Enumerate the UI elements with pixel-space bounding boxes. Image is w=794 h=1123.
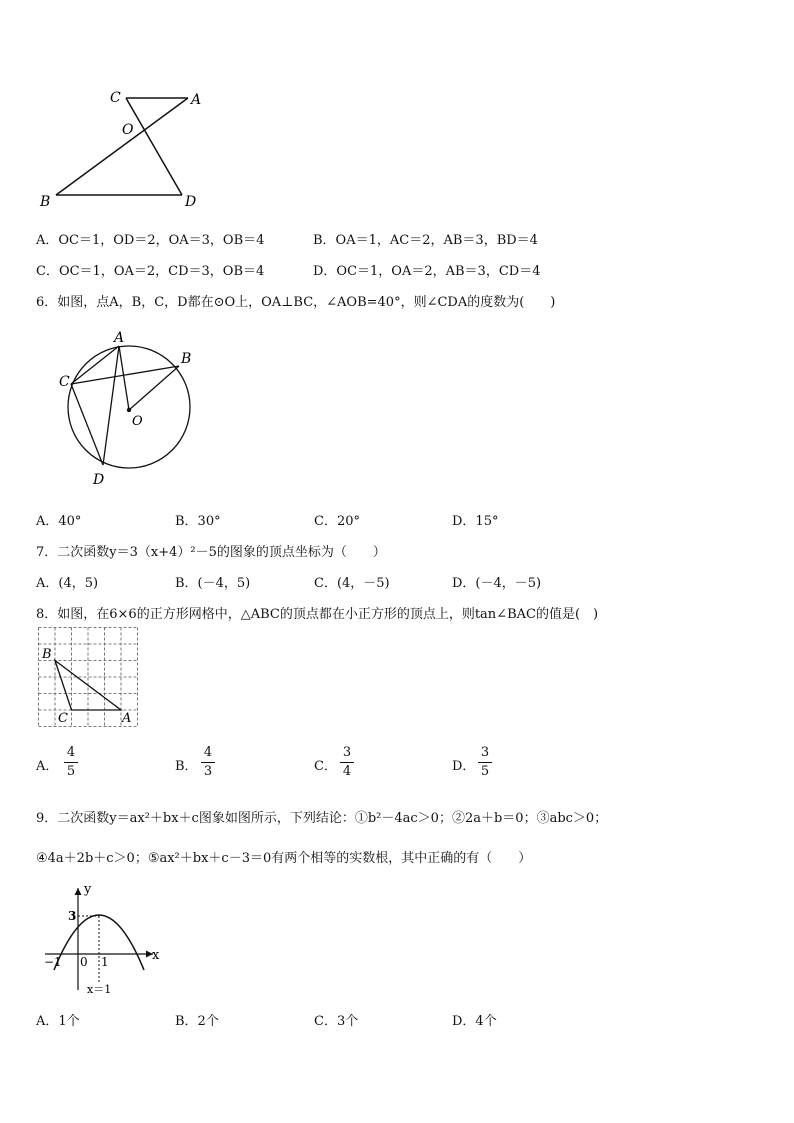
q6-option-d[interactable]: D．15° — [452, 514, 499, 529]
q7-option-c[interactable]: C．(4，－5) — [314, 576, 390, 591]
q9-option-c[interactable]: C．3个 — [314, 1014, 359, 1029]
label-d: D — [93, 472, 105, 488]
x-label: x — [152, 948, 160, 963]
q6-option-b[interactable]: B．30° — [175, 514, 221, 529]
fraction: 3 5 — [478, 745, 492, 780]
fraction: 4 5 — [64, 745, 78, 780]
label-c: C — [59, 374, 70, 390]
option-letter: D． — [452, 759, 476, 774]
q7-option-d[interactable]: D．(－4，－5) — [452, 576, 542, 591]
segment-ab — [56, 98, 188, 195]
q5-option-d[interactable]: D．OC＝1，OA＝2，AB＝3，CD＝4 — [313, 264, 541, 279]
label-o: O — [122, 122, 134, 138]
chord-ad — [103, 346, 119, 465]
q6-figure — [55, 328, 205, 488]
y-label: y — [84, 882, 92, 897]
q5-option-b[interactable]: B．OA＝1，AC＝2，AB＝3，BD＝4 — [313, 233, 538, 248]
tick-label-neg1: −1 — [44, 955, 62, 969]
label-a: A — [114, 330, 125, 346]
label-a: A — [122, 711, 132, 726]
q9-stem-line2: ④4a＋2b＋c＞0；⑤ax²＋bx＋c－3＝0有两个相等的实数根，其中正确的有（ ） — [36, 851, 532, 866]
fraction: 3 4 — [340, 745, 354, 780]
q5-option-c[interactable]: C．OC＝1，OA＝2，CD＝3，OB＝4 — [36, 264, 265, 279]
label-c: C — [58, 711, 68, 726]
q9-parabola-graph — [40, 880, 170, 996]
option-letter: A． — [36, 759, 59, 774]
q7-stem: 7．二次函数y＝3（x+4）²－5的图象的顶点坐标为（ ） — [36, 545, 386, 560]
center-point — [127, 408, 131, 412]
q9-option-a[interactable]: A．1个 — [36, 1014, 80, 1029]
label-d: D — [185, 194, 197, 210]
q8-stem: 8．如图，在6×6的正方形网格中，△ABC的顶点都在小正方形的顶点上，则tan∠BAC的值是( ) — [36, 607, 599, 622]
q7-option-a[interactable]: A．(4，5) — [36, 576, 99, 591]
fraction: 4 3 — [201, 745, 215, 780]
tick-label-3: 3 — [68, 909, 77, 923]
axis-label: x＝1 — [87, 983, 112, 996]
q9-option-d[interactable]: D．4个 — [452, 1014, 497, 1029]
q6-option-a[interactable]: A．40° — [36, 514, 82, 529]
tick-label-1: 1 — [101, 955, 109, 969]
option-letter: C． — [314, 759, 337, 774]
segment-dc — [126, 98, 182, 195]
q6-stem: 6．如图，点A，B，C，D都在⊙O上，OA⊥BC，∠AOB=40°，则∠CDA的度数为( ) — [36, 295, 556, 310]
label-b: B — [181, 351, 192, 367]
label-c: C — [110, 90, 121, 106]
chord-cd — [71, 384, 103, 465]
option-letter: B． — [175, 759, 198, 774]
q5-figure — [30, 80, 220, 215]
label-b: B — [40, 194, 51, 210]
q9-stem-line1: 9．二次函数y＝ax²＋bx＋c图象如图所示，下列结论：①b²－4ac＞0；②2a＋b＝0；③abc＞0； — [36, 811, 608, 826]
label-a: A — [191, 92, 202, 108]
q5-option-a[interactable]: A．OC＝1，OD＝2，OA＝3，OB＝4 — [36, 233, 265, 248]
q6-option-c[interactable]: C．20° — [314, 514, 360, 529]
q9-option-b[interactable]: B．2个 — [175, 1014, 219, 1029]
chord-ca — [71, 346, 119, 384]
label-b: B — [42, 647, 52, 662]
radius-oa — [119, 346, 129, 410]
tick-label-0: 0 — [80, 955, 88, 969]
label-o: O — [132, 414, 143, 429]
q8-grid-figure — [38, 627, 140, 729]
q7-option-b[interactable]: B．(－4，5) — [175, 576, 251, 591]
